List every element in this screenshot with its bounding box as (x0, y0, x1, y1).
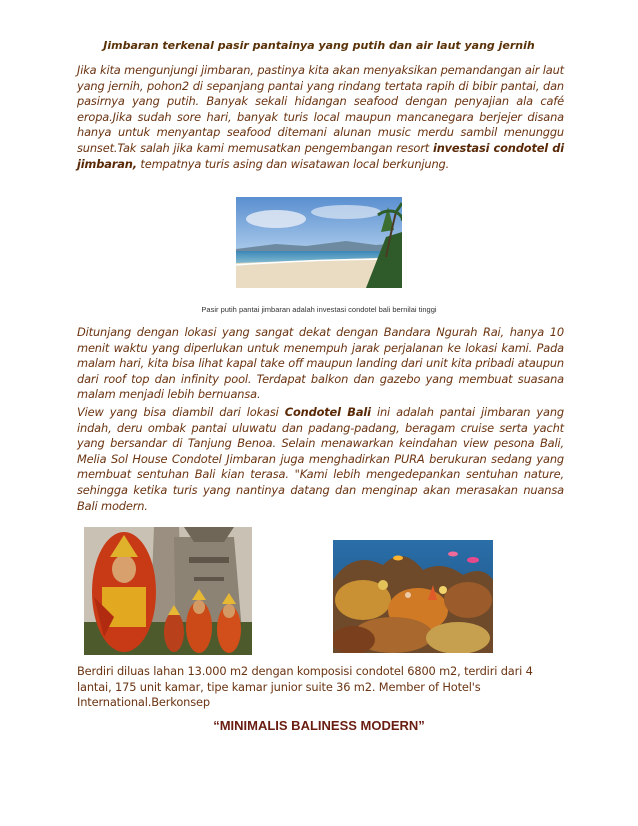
photo-caption: Pasir putih pantai jimbaran adalah investasi condotel bali bernilai tinggi (201, 305, 437, 314)
beach-photo (236, 197, 402, 288)
investment-link-text: investasi condotel di jimbaran, (77, 140, 564, 171)
condotel-link-text: Condotel Bali (284, 405, 371, 419)
intro-text-2: tempatnya turis asing dan wisatawan local berkunjung. (136, 156, 450, 171)
coral-reef-photo (333, 540, 493, 653)
hotel-facts-paragraph: Berdiri diluas lahan 13.000 m2 dengan komposisi condotel 6800 m2, terdiri dari 4 lantai, 175 unit kamar, tipe kamar junior suite 36 m2. Member of Hotel's International.Berkonsep (77, 664, 533, 710)
view-text-1: View yang bisa diambil dari lokasi (77, 405, 285, 419)
location-paragraph: Ditunjang dengan lokasi yang sangat dekat dengan Bandara Ngurah Rai, hanya 10 menit waktu yang diperlukan untuk menempuh jarak perjalanan ke lokasi kami. Pada malam hari, kita bisa lihat kapal take off maupun landing dari unit kita pribadi ataupun dari roof top dan infinity pool. Terdapat balkon dan gazebo yang membuat suasana malam menjadi lebih bernuansa. (77, 325, 564, 402)
page-title: Jimbaran terkenal pasir pantainya yang putih dan air laut yang jernih (103, 39, 535, 52)
balinese-dancers-photo (84, 527, 252, 655)
view-text-2: ini adalah pantai jimbaran yang indah, deru ombak pantai uluwatu dan padang-padang, beragam cruise serta yacht yang bersandar di Tanjung Benoa. Selain menawarkan keindahan view pesona Bali, Melia Sol House Condotel Jimbaran juga menghadirkan PURA berukuran sedang yang membuat sentuhan Bali kian terasa. "Kami lebih mengedepankan sentuhan nature, sehingga ketika turis yang nantinya datang dan menginap akan merasakan nuansa Bali modern. (77, 405, 564, 513)
intro-paragraph (77, 63, 564, 172)
view-paragraph (77, 405, 564, 514)
intro-text-1: Jika kita mengunjungi jimbaran, pastinya kita akan menyaksikan pemandangan air laut yang jernih, pohon2 di sepanjang pantai yang rindang tertata rapih di bibir pantai, dan pasirnya yang putih. Banyak sekali hidangan seafood dengan penyajian ala café eropa.Jika sudah sore hari, banyak turis local maupun mancanegara berjejer disana hanya untuk menyantap seafood ditemani alunan music merdu sambil menunggu sunset.Tak salah jika kami memusatkan pengembangan resort (77, 63, 564, 155)
concept-motto: “MINIMALIS BALINESS MODERN” (213, 718, 425, 733)
